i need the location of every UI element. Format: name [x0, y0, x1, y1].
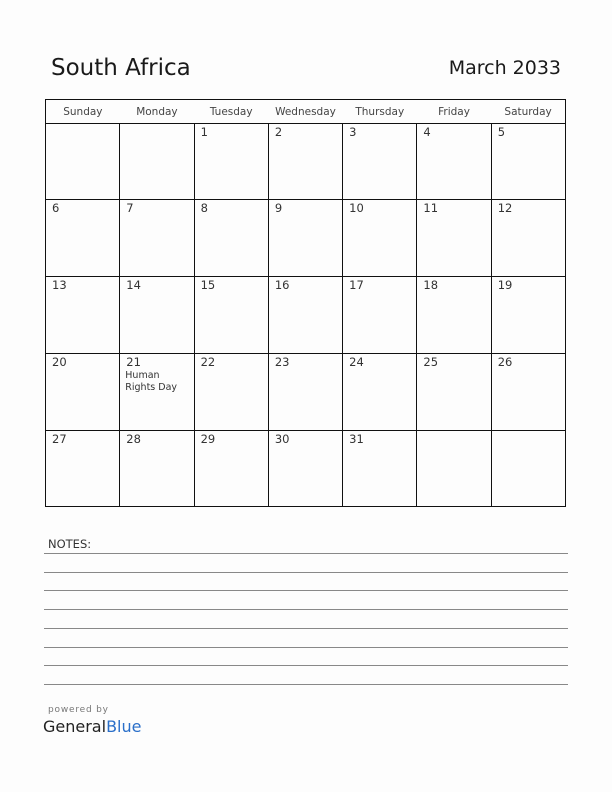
day-number: [492, 431, 565, 432]
day-number: 20: [52, 355, 67, 369]
day-cell: [417, 124, 491, 200]
day-cell: [120, 200, 194, 277]
week-row: [46, 200, 566, 277]
day-cell: [194, 431, 268, 507]
month-year: March 2033: [448, 57, 561, 79]
day-number: 23: [274, 355, 290, 369]
day-number: 15: [200, 278, 216, 292]
day-number: 1: [200, 125, 208, 139]
day-cell: [268, 354, 342, 431]
day-number: [46, 124, 119, 125]
day-cell: [343, 431, 417, 507]
day-cell: [194, 277, 268, 354]
day-number: 14: [126, 278, 141, 292]
day-cell: [194, 124, 268, 200]
day-cell: [194, 354, 268, 431]
day-number: 9: [274, 201, 283, 215]
day-cell: [46, 277, 120, 354]
weekday-sunday: Sunday: [46, 100, 120, 124]
powered-by-text: powered by: [48, 705, 109, 715]
day-cell: [46, 354, 120, 431]
day-number: 31: [349, 432, 364, 446]
weekday-thursday: Thursday: [343, 100, 417, 124]
holiday-label: Human Rights Day: [125, 370, 178, 393]
day-number: 10: [349, 201, 364, 215]
week-row: [46, 124, 566, 200]
note-line: [44, 665, 568, 666]
day-number: 8: [200, 201, 208, 215]
day-number: 2: [274, 125, 283, 139]
day-cell: [491, 200, 565, 277]
day-cell: [343, 200, 417, 277]
day-number: 6: [52, 201, 60, 215]
note-line: [44, 553, 568, 554]
day-cell: [120, 354, 194, 431]
note-line: [44, 684, 568, 685]
day-number: 7: [126, 201, 134, 215]
weekday-saturday: Saturday: [491, 100, 565, 124]
day-cell: [46, 200, 120, 277]
day-cell: [120, 431, 194, 507]
day-cell: [268, 200, 342, 277]
weekday-monday: Monday: [120, 100, 194, 124]
day-cell: [46, 124, 120, 200]
day-number: 11: [423, 201, 439, 215]
day-cell: [417, 200, 491, 277]
day-number: 18: [423, 278, 439, 292]
day-number: 12: [497, 201, 513, 215]
brand-blue: Blue: [106, 717, 142, 736]
day-cell: [120, 124, 194, 200]
note-line: [44, 647, 568, 648]
day-number: 5: [497, 125, 506, 139]
day-cell: [417, 354, 491, 431]
day-number: 27: [52, 432, 67, 446]
day-cell: [120, 277, 194, 354]
note-line: [44, 590, 568, 591]
day-number: 4: [423, 125, 431, 139]
day-number: 30: [274, 432, 290, 446]
day-cell: [268, 277, 342, 354]
day-number: 19: [497, 278, 513, 292]
note-line: [44, 609, 568, 610]
day-number: 24: [349, 355, 364, 369]
day-cell: [194, 200, 268, 277]
week-row: [46, 354, 566, 431]
note-line: [44, 628, 568, 629]
day-cell: [343, 277, 417, 354]
day-number: 26: [497, 355, 513, 369]
brand-general: General: [43, 717, 107, 736]
day-number: 29: [200, 432, 216, 446]
day-cell: [491, 431, 565, 507]
day-cell: [268, 124, 342, 200]
weekday-wednesday: Wednesday: [268, 100, 342, 124]
day-number: 16: [274, 278, 290, 292]
day-number: 25: [423, 355, 439, 369]
weekday-friday: Friday: [417, 100, 491, 124]
day-number: 28: [126, 432, 141, 446]
day-cell: [417, 431, 491, 507]
day-number: [417, 431, 490, 432]
week-row: [46, 431, 566, 507]
day-number: 22: [200, 355, 216, 369]
day-cell: [491, 354, 565, 431]
page-title: South Africa: [51, 55, 191, 81]
day-cell: [491, 277, 565, 354]
day-cell: [46, 431, 120, 507]
day-number: [120, 124, 193, 125]
day-cell: [343, 354, 417, 431]
day-number: 13: [52, 278, 67, 292]
day-cell: [343, 124, 417, 200]
note-line: [44, 572, 568, 573]
day-number: 21: [126, 355, 141, 369]
generalblue-logo: [43, 717, 141, 736]
weekday-tuesday: Tuesday: [194, 100, 268, 124]
calendar-grid: [45, 99, 566, 507]
day-cell: [417, 277, 491, 354]
day-number: 17: [349, 278, 364, 292]
weekday-header-row: [46, 100, 566, 124]
day-number: 3: [349, 125, 357, 139]
day-cell: [268, 431, 342, 507]
week-row: [46, 277, 566, 354]
notes-label: NOTES:: [48, 537, 92, 551]
day-cell: [491, 124, 565, 200]
